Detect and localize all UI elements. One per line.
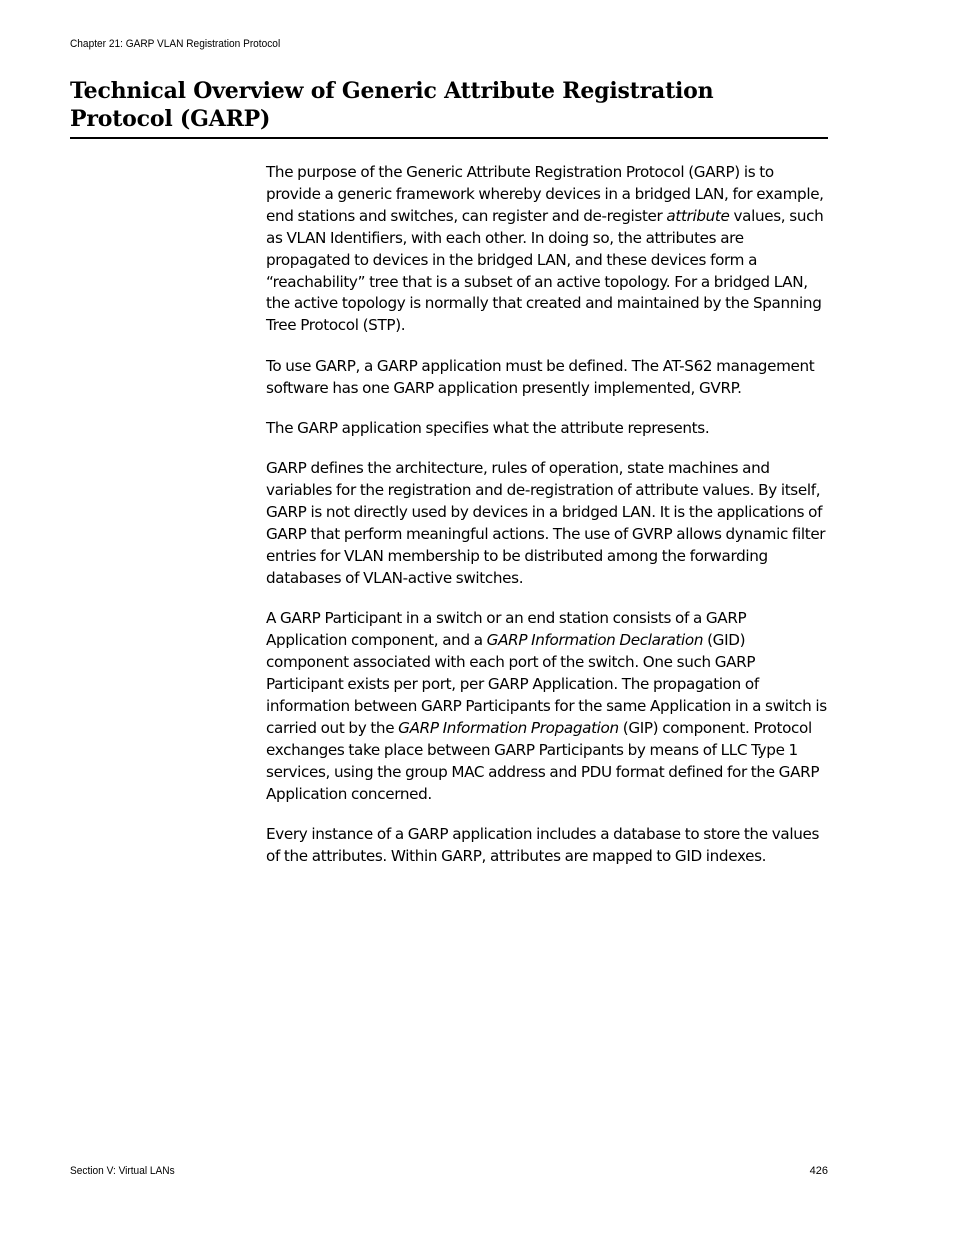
emphasis-attribute: attribute: [666, 206, 730, 225]
paragraph-text: The purpose of the Generic Attribute Registration Protocol (GARP) is to provide a generic framework whereby devices in a bridged LAN, for example, end stations and switches, can register and de-register: [266, 163, 824, 225]
paragraph-text: (GID) component associated with each port of the switch. One such GARP Participant exists per port, per GARP Application. The propagation of information between GARP Participants for the same Application in a switch is carried out by the: [266, 631, 827, 737]
running-header: Chapter 21: GARP VLAN Registration Protocol: [70, 38, 281, 50]
paragraph-attribute-represents: The GARP application specifies what the attribute represents.: [266, 419, 710, 438]
emphasis-gid: GARP Information Declaration: [486, 631, 704, 650]
paragraph-text: values, such as VLAN Identifiers, with each other. In doing so, the attributes are propagated to devices in the bridged LAN, and these devices form a “reachability” tree that is a subset of an active topology. For a bridged LAN, the active topology is normally that created and maintained by the Spanning Tree Protocol (STP).: [266, 206, 824, 335]
paragraph-text: (GIP) component. Protocol exchanges take place between GARP Participants by means of LLC Type 1 services, using the group MAC address and PDU format defined for the GARP Application concerned.: [266, 718, 820, 803]
body-text: [266, 162, 828, 886]
footer-section: Section V: Virtual LANs: [70, 1165, 175, 1177]
title-rule: [70, 137, 828, 139]
paragraph-garp-participant: [266, 608, 828, 805]
page-title: Technical Overview of Generic Attribute Registration Protocol (GARP): [70, 78, 714, 132]
paragraph-text: A GARP Participant in a switch or an end station consists of a GARP Application component, and a: [266, 609, 747, 650]
paragraph-garp-architecture: GARP defines the architecture, rules of operation, state machines and variables for the registration and de-registration of attribute values. By itself, GARP is not directly used by devices in a bridged LAN. It is the applications of GARP that perform meaningful actions. The use of GVRP allows dynamic filter entries for VLAN membership to be distributed among the forwarding databases of VLAN-active switches.: [266, 459, 826, 587]
paragraph-garp-application: To use GARP, a GARP application must be defined. The AT-S62 management software has one GARP application presently implemented, GVRP.: [266, 356, 815, 397]
paragraph-garp-database: Every instance of a GARP application includes a database to store the values of the attributes. Within GARP, attributes are mapped to GID indexes.: [266, 825, 820, 865]
page-number: 426: [809, 1165, 828, 1177]
emphasis-gip: GARP Information Propagation: [398, 718, 619, 737]
paragraph-garp-purpose: [266, 162, 828, 337]
